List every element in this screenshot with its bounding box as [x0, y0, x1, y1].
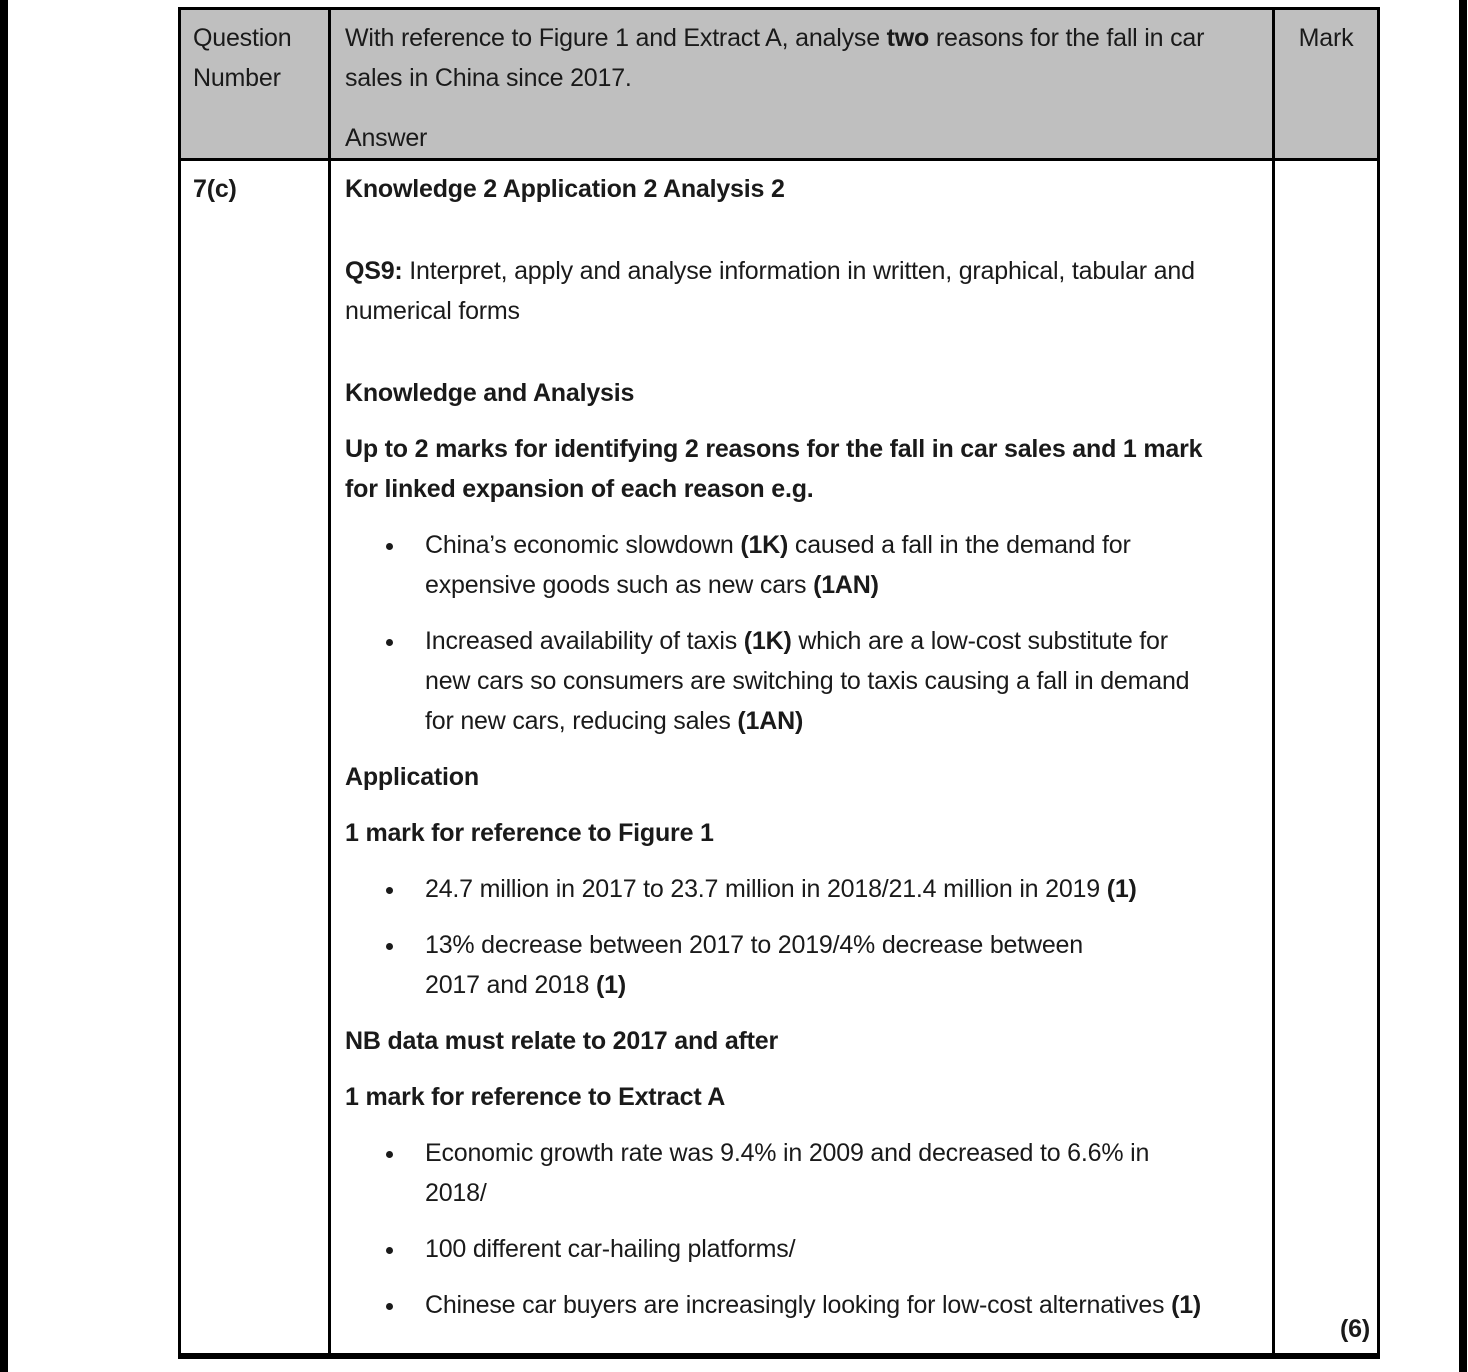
question-number: 7(c)	[193, 175, 237, 203]
question-header-cell	[330, 9, 1274, 160]
total-mark: (6)	[1340, 1315, 1370, 1343]
extract-a-examples-list	[345, 1133, 1262, 1325]
list-item: • Increased availability of taxis (1K) which are a low-cost substitute for new cars so consumers are switching to taxis causing a fall in demand for new cars, reducing sales (1AN)	[407, 621, 1262, 741]
mark-cell	[1274, 160, 1379, 1357]
page-border-left	[0, 0, 8, 1372]
question-number-cell	[180, 160, 330, 1357]
knowledge-analysis-heading: Knowledge and Analysis	[345, 379, 635, 407]
list-item: • 13% decrease between 2017 to 2019/4% decrease between 2017 and 2018 (1)	[407, 925, 1262, 1005]
page-border-right	[1459, 0, 1467, 1372]
mark-header-label: Mark	[1298, 24, 1354, 52]
application-heading: Application	[345, 763, 479, 791]
mark-header-cell	[1274, 9, 1379, 160]
question-number-header-cell	[180, 9, 330, 160]
question-number-header-label: Question Number	[193, 24, 292, 92]
list-item: • Economic growth rate was 9.4% in 2009 and decreased to 6.6% in 2018/	[407, 1133, 1262, 1213]
list-item: • 24.7 million in 2017 to 23.7 million in 2018/21.4 million in 2019 (1)	[407, 869, 1262, 909]
table-header-row	[180, 9, 1379, 160]
list-item: • China’s economic slowdown (1K) caused a fall in the demand for expensive goods such as new cars (1AN)	[407, 525, 1262, 605]
list-item: • 100 different car-hailing platforms/	[407, 1229, 1262, 1269]
qs9-statement: QS9: Interpret, apply and analyse information in written, graphical, tabular and numerical forms	[345, 257, 1195, 325]
question-text: With reference to Figure 1 and Extract A, analyse two reasons for the fall in car sales in China since 2017.	[345, 24, 1205, 92]
knowledge-examples-list	[345, 525, 1262, 741]
answer-cell	[330, 160, 1274, 1357]
nb-note: NB data must relate to 2017 and after	[345, 1027, 779, 1055]
answer-row	[180, 160, 1379, 1357]
figure1-mark-heading: 1 mark for reference to Figure 1	[345, 819, 714, 847]
mark-scheme-table	[178, 7, 1380, 1359]
figure1-examples-list	[345, 869, 1262, 1005]
skills-summary-heading: Knowledge 2 Application 2 Analysis 2	[345, 175, 785, 203]
extract-a-mark-heading: 1 mark for reference to Extract A	[345, 1083, 726, 1111]
list-item: • Chinese car buyers are increasingly looking for low-cost alternatives (1)	[407, 1285, 1262, 1325]
answer-label: Answer	[345, 124, 428, 152]
knowledge-marks-guidance: Up to 2 marks for identifying 2 reasons for the fall in car sales and 1 mark for linked expansion of each reason e.g.	[345, 435, 1203, 503]
